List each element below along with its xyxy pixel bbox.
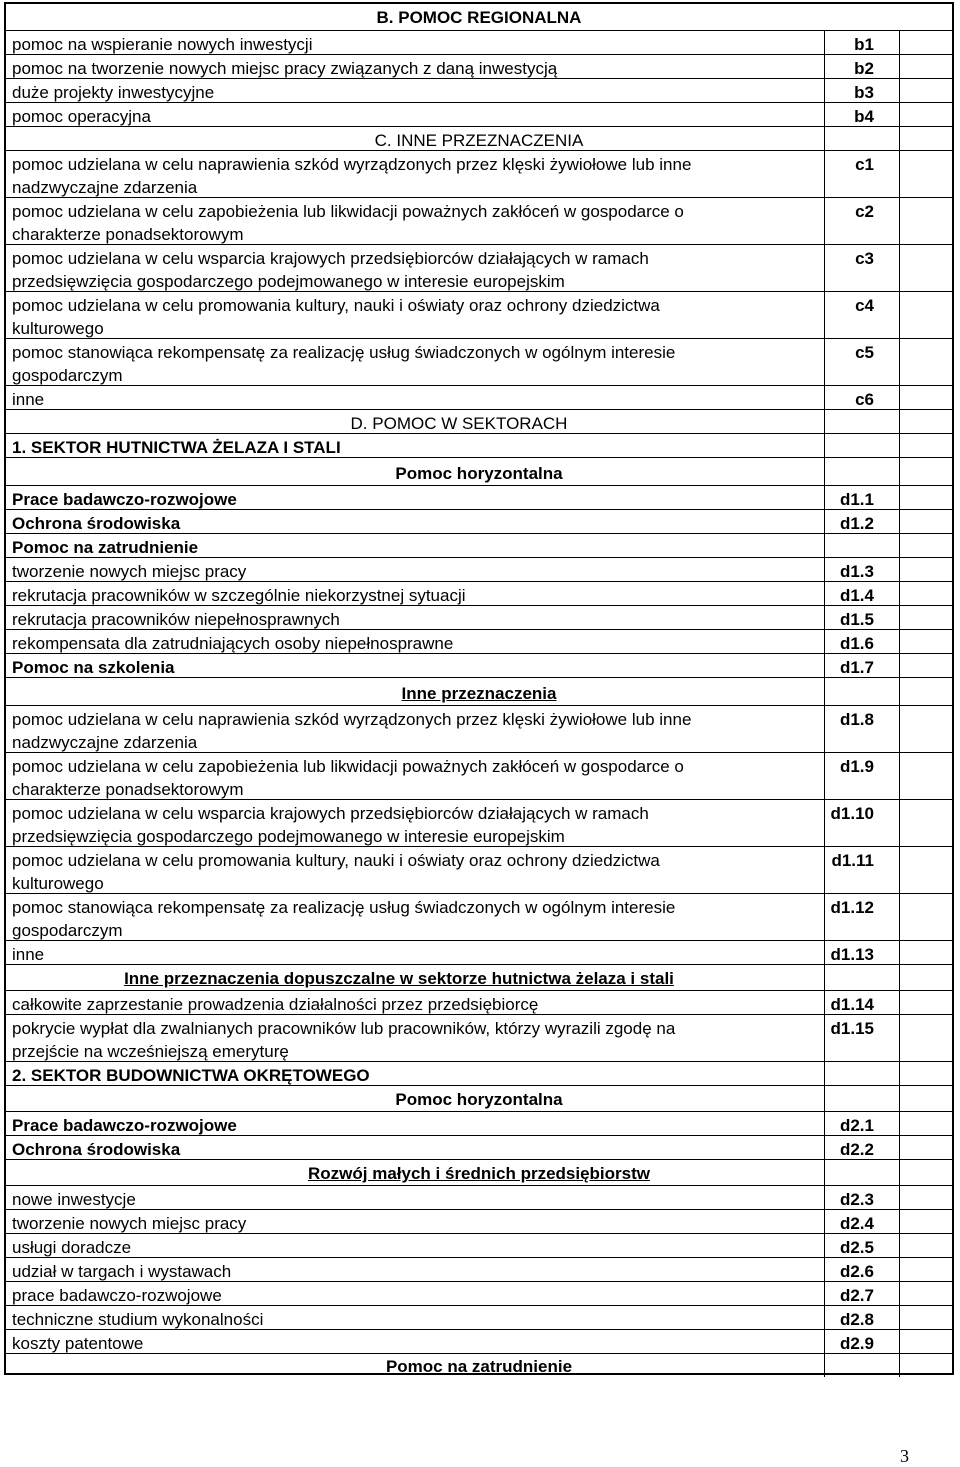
- table-row: [6, 557, 952, 582]
- sector-2-employment-header: [6, 1353, 952, 1376]
- table-row: [6, 78, 952, 103]
- table-row: [6, 1209, 952, 1234]
- section-c-title: C. INNE PRZEZNACZENIA: [374, 131, 584, 150]
- row-label: udział w targach i wystawach: [12, 1262, 232, 1281]
- row-label: pomoc stanowiąca rekompensatę za realizację usług świadczonych w ogólnym interesie gospodarczym: [12, 898, 676, 940]
- row-code: d1.4: [839, 586, 874, 605]
- row-code: d1.12: [830, 898, 874, 917]
- allowed-purposes-title: Inne przeznaczenia dopuszczalne w sektorze hutnictwa żelaza i stali: [124, 969, 674, 988]
- section-d-header: [6, 409, 952, 434]
- row-code: c2: [855, 202, 874, 221]
- row-code: d1.3: [839, 562, 874, 581]
- row-code: c3: [855, 249, 874, 268]
- row-code: d1.10: [830, 804, 874, 823]
- table-row: [6, 150, 952, 198]
- table-row: [6, 1305, 952, 1330]
- row-label: pomoc udzielana w celu naprawienia szkód wyrządzonych przez klęski żywiołowe lub inne nadzwyczajne zdarzenia: [12, 710, 692, 752]
- employment-title: Pomoc na zatrudnienie: [385, 1357, 573, 1376]
- sector-2-horizontal-header: [6, 1085, 952, 1112]
- sector-2-header: [6, 1061, 952, 1086]
- table-row: [6, 102, 952, 127]
- table-row: [6, 30, 952, 55]
- row-label: Pomoc na szkolenia: [12, 658, 175, 677]
- allowed-purposes-header: [6, 964, 952, 991]
- row-code: d1.8: [839, 710, 874, 729]
- table-row: [6, 54, 952, 79]
- table-row: [6, 799, 952, 847]
- row-label: Prace badawczo-rozwojowe: [12, 490, 237, 509]
- row-code: d1.14: [830, 995, 874, 1014]
- table-row: [6, 605, 952, 630]
- row-code: d2.9: [839, 1334, 874, 1353]
- table-row: [6, 385, 952, 410]
- sme-header: [6, 1159, 952, 1186]
- row-label: tworzenie nowych miejsc pracy: [12, 562, 247, 581]
- row-code: b3: [854, 83, 874, 102]
- row-label: pomoc udzielana w celu naprawienia szkód wyrządzonych przez klęski żywiołowe lub inne nadzwyczajne zdarzenia: [12, 155, 692, 197]
- row-label: Ochrona środowiska: [12, 1140, 181, 1159]
- row-code: b1: [854, 35, 874, 54]
- row-label: pomoc stanowiąca rekompensatę za realizację usług świadczonych w ogólnym interesie gospodarczym: [12, 343, 676, 385]
- row-label: pomoc na wspieranie nowych inwestycji: [12, 35, 313, 54]
- employment-title: Pomoc na zatrudnienie: [12, 538, 199, 557]
- row-code: d1.11: [831, 851, 874, 870]
- row-code: d1.7: [839, 658, 874, 677]
- table-row: [6, 752, 952, 800]
- row-code: d2.1: [839, 1116, 874, 1135]
- page-number: 3: [900, 1446, 909, 1466]
- table-row: [6, 1281, 952, 1306]
- sme-title: Rozwój małych i średnich przedsiębiorstw: [308, 1164, 650, 1183]
- table-row: [6, 940, 952, 965]
- row-code: d2.6: [839, 1262, 874, 1281]
- row-label: inne: [12, 390, 45, 409]
- row-code: d1.2: [839, 514, 874, 533]
- row-code: d1.6: [839, 634, 874, 653]
- row-code: c4: [855, 296, 874, 315]
- row-label: prace badawczo-rozwojowe: [12, 1286, 222, 1305]
- table-row: [6, 629, 952, 654]
- table-row: [6, 581, 952, 606]
- table-row: [6, 705, 952, 753]
- row-code: d1.5: [839, 610, 874, 629]
- table-row: [6, 653, 952, 678]
- table-row: [6, 338, 952, 386]
- table-row: [6, 1233, 952, 1258]
- row-code: d1.13: [830, 945, 874, 964]
- row-label: Prace badawczo-rozwojowe: [12, 1116, 237, 1135]
- form-table: [4, 2, 954, 1375]
- row-code: b2: [854, 59, 874, 78]
- row-code: d1.15: [830, 1019, 874, 1038]
- row-label: duże projekty inwestycyjne: [12, 83, 215, 102]
- table-row: [6, 990, 952, 1015]
- sector-1-horizontal-header: [6, 457, 952, 486]
- row-label: pomoc na tworzenie nowych miejsc pracy związanych z daną inwestycją: [12, 59, 558, 78]
- row-label: pomoc udzielana w celu zapobieżenia lub likwidacji poważnych zakłóceń w gospodarce o charakterze ponadsektorowym: [12, 757, 684, 799]
- row-label: pomoc operacyjna: [12, 107, 151, 126]
- table-row: [6, 1257, 952, 1282]
- table-row: [6, 1329, 952, 1354]
- row-label: Ochrona środowiska: [12, 514, 181, 533]
- row-code: d2.5: [839, 1238, 874, 1257]
- row-label: rekrutacja pracowników w szczególnie niekorzystnej sytuacji: [12, 586, 466, 605]
- row-label: pomoc udzielana w celu wsparcia krajowych przedsiębiorców działających w ramach przedsięwzięcia gospodarczego podejmowanego w interesie europejskim: [12, 249, 649, 291]
- table-row: [6, 291, 952, 339]
- sector-1-header: [6, 433, 952, 458]
- horizontal-aid-title: Pomoc horyzontalna: [395, 464, 563, 483]
- table-row: [6, 1135, 952, 1160]
- row-code: c1: [855, 155, 874, 174]
- employment-header: [6, 533, 952, 558]
- row-label: pomoc udzielana w celu promowania kultury, nauki i oświaty oraz ochrony dziedzictwa kulturowego: [12, 851, 660, 893]
- table-row: [6, 1014, 952, 1062]
- row-label: pomoc udzielana w celu promowania kultury, nauki i oświaty oraz ochrony dziedzictwa kulturowego: [12, 296, 660, 338]
- row-code: d1.9: [839, 757, 874, 776]
- table-row: [6, 1111, 952, 1136]
- other-purposes-header: [6, 677, 952, 706]
- horizontal-aid-title: Pomoc horyzontalna: [395, 1090, 563, 1109]
- row-code: c5: [855, 343, 874, 362]
- row-code: d2.4: [839, 1214, 874, 1233]
- section-c-header: [6, 126, 952, 151]
- table-row: [6, 485, 952, 510]
- row-label: pomoc udzielana w celu wsparcia krajowych przedsiębiorców działających w ramach przedsięwzięcia gospodarczego podejmowanego w interesie europejskim: [12, 804, 649, 846]
- sector-2-title: 2. SEKTOR BUDOWNICTWA OKRĘTOWEGO: [12, 1066, 370, 1085]
- row-label: nowe inwestycje: [12, 1190, 136, 1209]
- row-code: c6: [855, 390, 874, 409]
- row-label: rekompensata dla zatrudniających osoby niepełnosprawne: [12, 634, 454, 653]
- row-label: pomoc udzielana w celu zapobieżenia lub likwidacji poważnych zakłóceń w gospodarce o charakterze ponadsektorowym: [12, 202, 684, 244]
- sector-1-title: 1. SEKTOR HUTNICTWA ŻELAZA I STALI: [12, 438, 341, 457]
- table-row: [6, 244, 952, 292]
- section-b-title: B. POMOC REGIONALNA: [376, 8, 582, 27]
- row-code: d1.1: [839, 490, 874, 509]
- row-label: koszty patentowe: [12, 1334, 144, 1353]
- other-purposes-title: Inne przeznaczenia: [401, 684, 557, 703]
- row-code: d2.2: [839, 1140, 874, 1159]
- row-label: rekrutacja pracowników niepełnosprawnych: [12, 610, 340, 629]
- row-label: techniczne studium wykonalności: [12, 1310, 264, 1329]
- row-code: b4: [854, 107, 874, 126]
- row-label: tworzenie nowych miejsc pracy: [12, 1214, 247, 1233]
- section-d-title: D. POMOC W SEKTORACH: [350, 414, 568, 433]
- table-row: [6, 197, 952, 245]
- table-row: [6, 846, 952, 894]
- row-code: d2.3: [839, 1190, 874, 1209]
- row-code: d2.7: [839, 1286, 874, 1305]
- table-row: [6, 509, 952, 534]
- row-label: całkowite zaprzestanie prowadzenia działalności przez przedsiębiorcę: [12, 995, 539, 1014]
- table-row: [6, 1185, 952, 1210]
- row-label: usługi doradcze: [12, 1238, 132, 1257]
- row-label: pokrycie wypłat dla zwalnianych pracowników lub pracowników, którzy wyrazili zgodę na przejście na wcześniejszą emeryturę: [12, 1019, 676, 1061]
- row-code: d2.8: [839, 1310, 874, 1329]
- table-row: [6, 893, 952, 941]
- row-label: inne: [12, 945, 45, 964]
